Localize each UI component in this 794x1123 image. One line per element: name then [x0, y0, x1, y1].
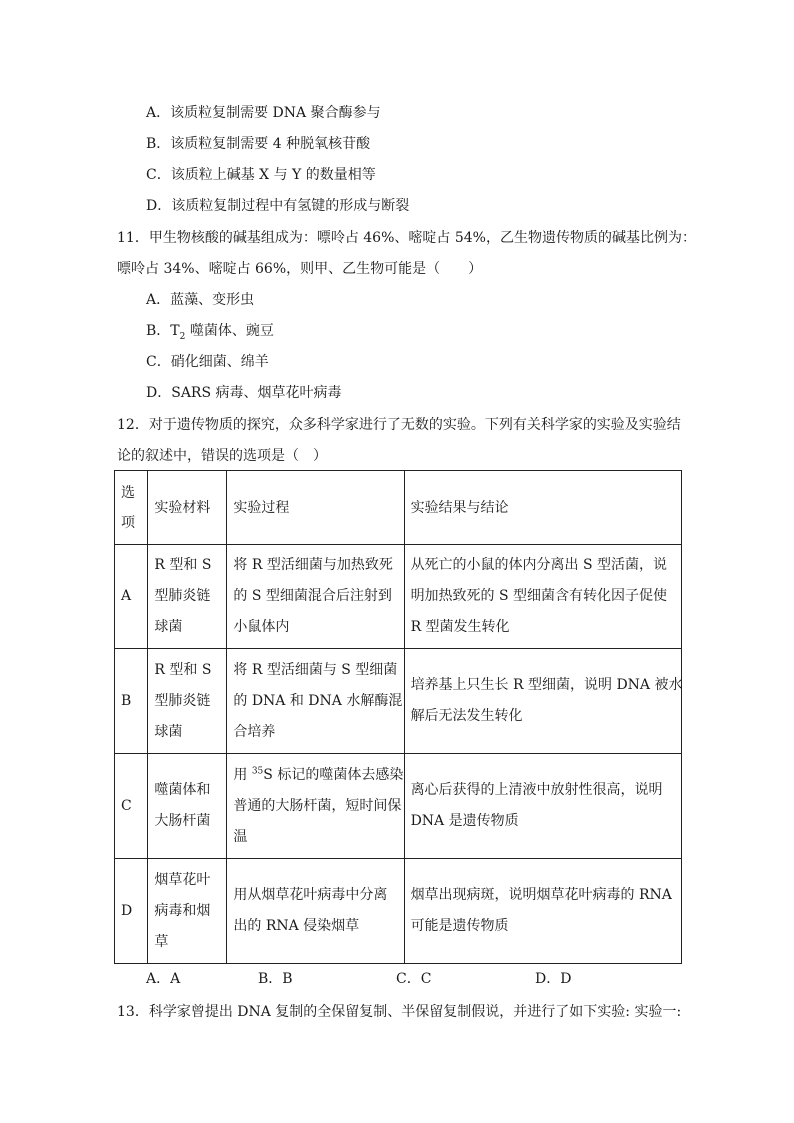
- header-process: 实验过程: [227, 471, 404, 545]
- q11-option-d: D．SARS 病毒、烟草花叶病毒: [146, 385, 342, 401]
- q11-option-b: B．$T_2$ 噬菌体、豌豆: [146, 323, 274, 342]
- q12-answer-c: C．C: [396, 971, 432, 987]
- q12-answer-d: D．D: [535, 971, 572, 987]
- header-option: 选 项: [115, 471, 148, 545]
- row-material: R 型和 S 型肺炎链 球菌: [148, 649, 227, 754]
- header-material: 实验材料: [148, 471, 227, 545]
- q10-option-c: C．该质粒上碱基 X 与 Y 的数量相等: [146, 167, 376, 183]
- row-result: 培养基上只生长 R 型细菌，说明 DNA 被水 解后无法发生转化: [404, 649, 681, 754]
- row-material: 噬菌体和 大肠杆菌: [148, 754, 227, 859]
- row-material: 烟草花叶 病毒和烟 草: [148, 859, 227, 964]
- q12-stem-line2: 论的叙述中，错误的选项是（ ）: [117, 448, 327, 464]
- row-process: 用 $^{35}$S 标记的噬菌体去感染 普通的大肠杆菌，短时间保 温: [227, 754, 404, 859]
- q11-option-c: C．硝化细菌、绵羊: [146, 354, 269, 370]
- row-result: 烟草出现病斑，说明烟草花叶病毒的 RNA 可能是遗传物质: [404, 859, 681, 964]
- q12-answer-a: A．A: [146, 971, 181, 987]
- table-row: [115, 545, 682, 649]
- row-option: B: [115, 649, 148, 754]
- table-header-row: [115, 471, 682, 545]
- q10-option-b: B．该质粒复制需要 4 种脱氧核苷酸: [146, 136, 371, 152]
- row-process: 将 R 型活细菌与加热致死 的 S 型细菌混合后注射到 小鼠体内: [227, 545, 404, 649]
- row-process: 用从烟草花叶病毒中分离 出的 RNA 侵染烟草: [227, 859, 404, 964]
- table-row: [115, 754, 682, 859]
- q11-stem-line2: 嘌呤占 34%、嘧啶占 66%，则甲、乙生物可能是（ ）: [117, 261, 483, 277]
- table-row: [115, 649, 682, 754]
- q13-stem-line1: 13．科学家曾提出 DNA 复制的全保留复制、半保留复制假说，并进行了如下实验: 实验一:: [117, 1004, 682, 1020]
- q12-answer-b: B．B: [258, 971, 293, 987]
- q11-stem-line1: 11．甲生物核酸的碱基组成为：嘌呤占 46%、嘧啶占 54%，乙生物遗传物质的碱基比例为：: [117, 230, 696, 246]
- row-option: A: [115, 545, 148, 649]
- experiment-table: [114, 470, 682, 964]
- q10-option-a: A．该质粒复制需要 DNA 聚合酶参与: [146, 105, 381, 121]
- q11-option-a: A．蓝藻、变形虫: [146, 292, 255, 308]
- row-material: R 型和 S 型肺炎链 球菌: [148, 545, 227, 649]
- header-result: 实验结果与结论: [404, 471, 681, 545]
- q10-option-d: D．该质粒复制过程中有氢键的形成与断裂: [146, 198, 410, 214]
- q12-stem-line1: 12．对于遗传物质的探究，众多科学家进行了无数的实验。下列有关科学家的实验及实验结: [117, 417, 681, 433]
- row-option: D: [115, 859, 148, 964]
- row-option: C: [115, 754, 148, 859]
- row-process: 将 R 型活细菌与 S 型细菌 的 DNA 和 DNA 水解酶混 合培养: [227, 649, 404, 754]
- row-result: 从死亡的小鼠的体内分离出 S 型活菌，说 明加热致死的 S 型细菌含有转化因子促使 R 型菌发生转化: [404, 545, 681, 649]
- row-result: 离心后获得的上清液中放射性很高，说明 DNA 是遗传物质: [404, 754, 681, 859]
- table-row: [115, 859, 682, 964]
